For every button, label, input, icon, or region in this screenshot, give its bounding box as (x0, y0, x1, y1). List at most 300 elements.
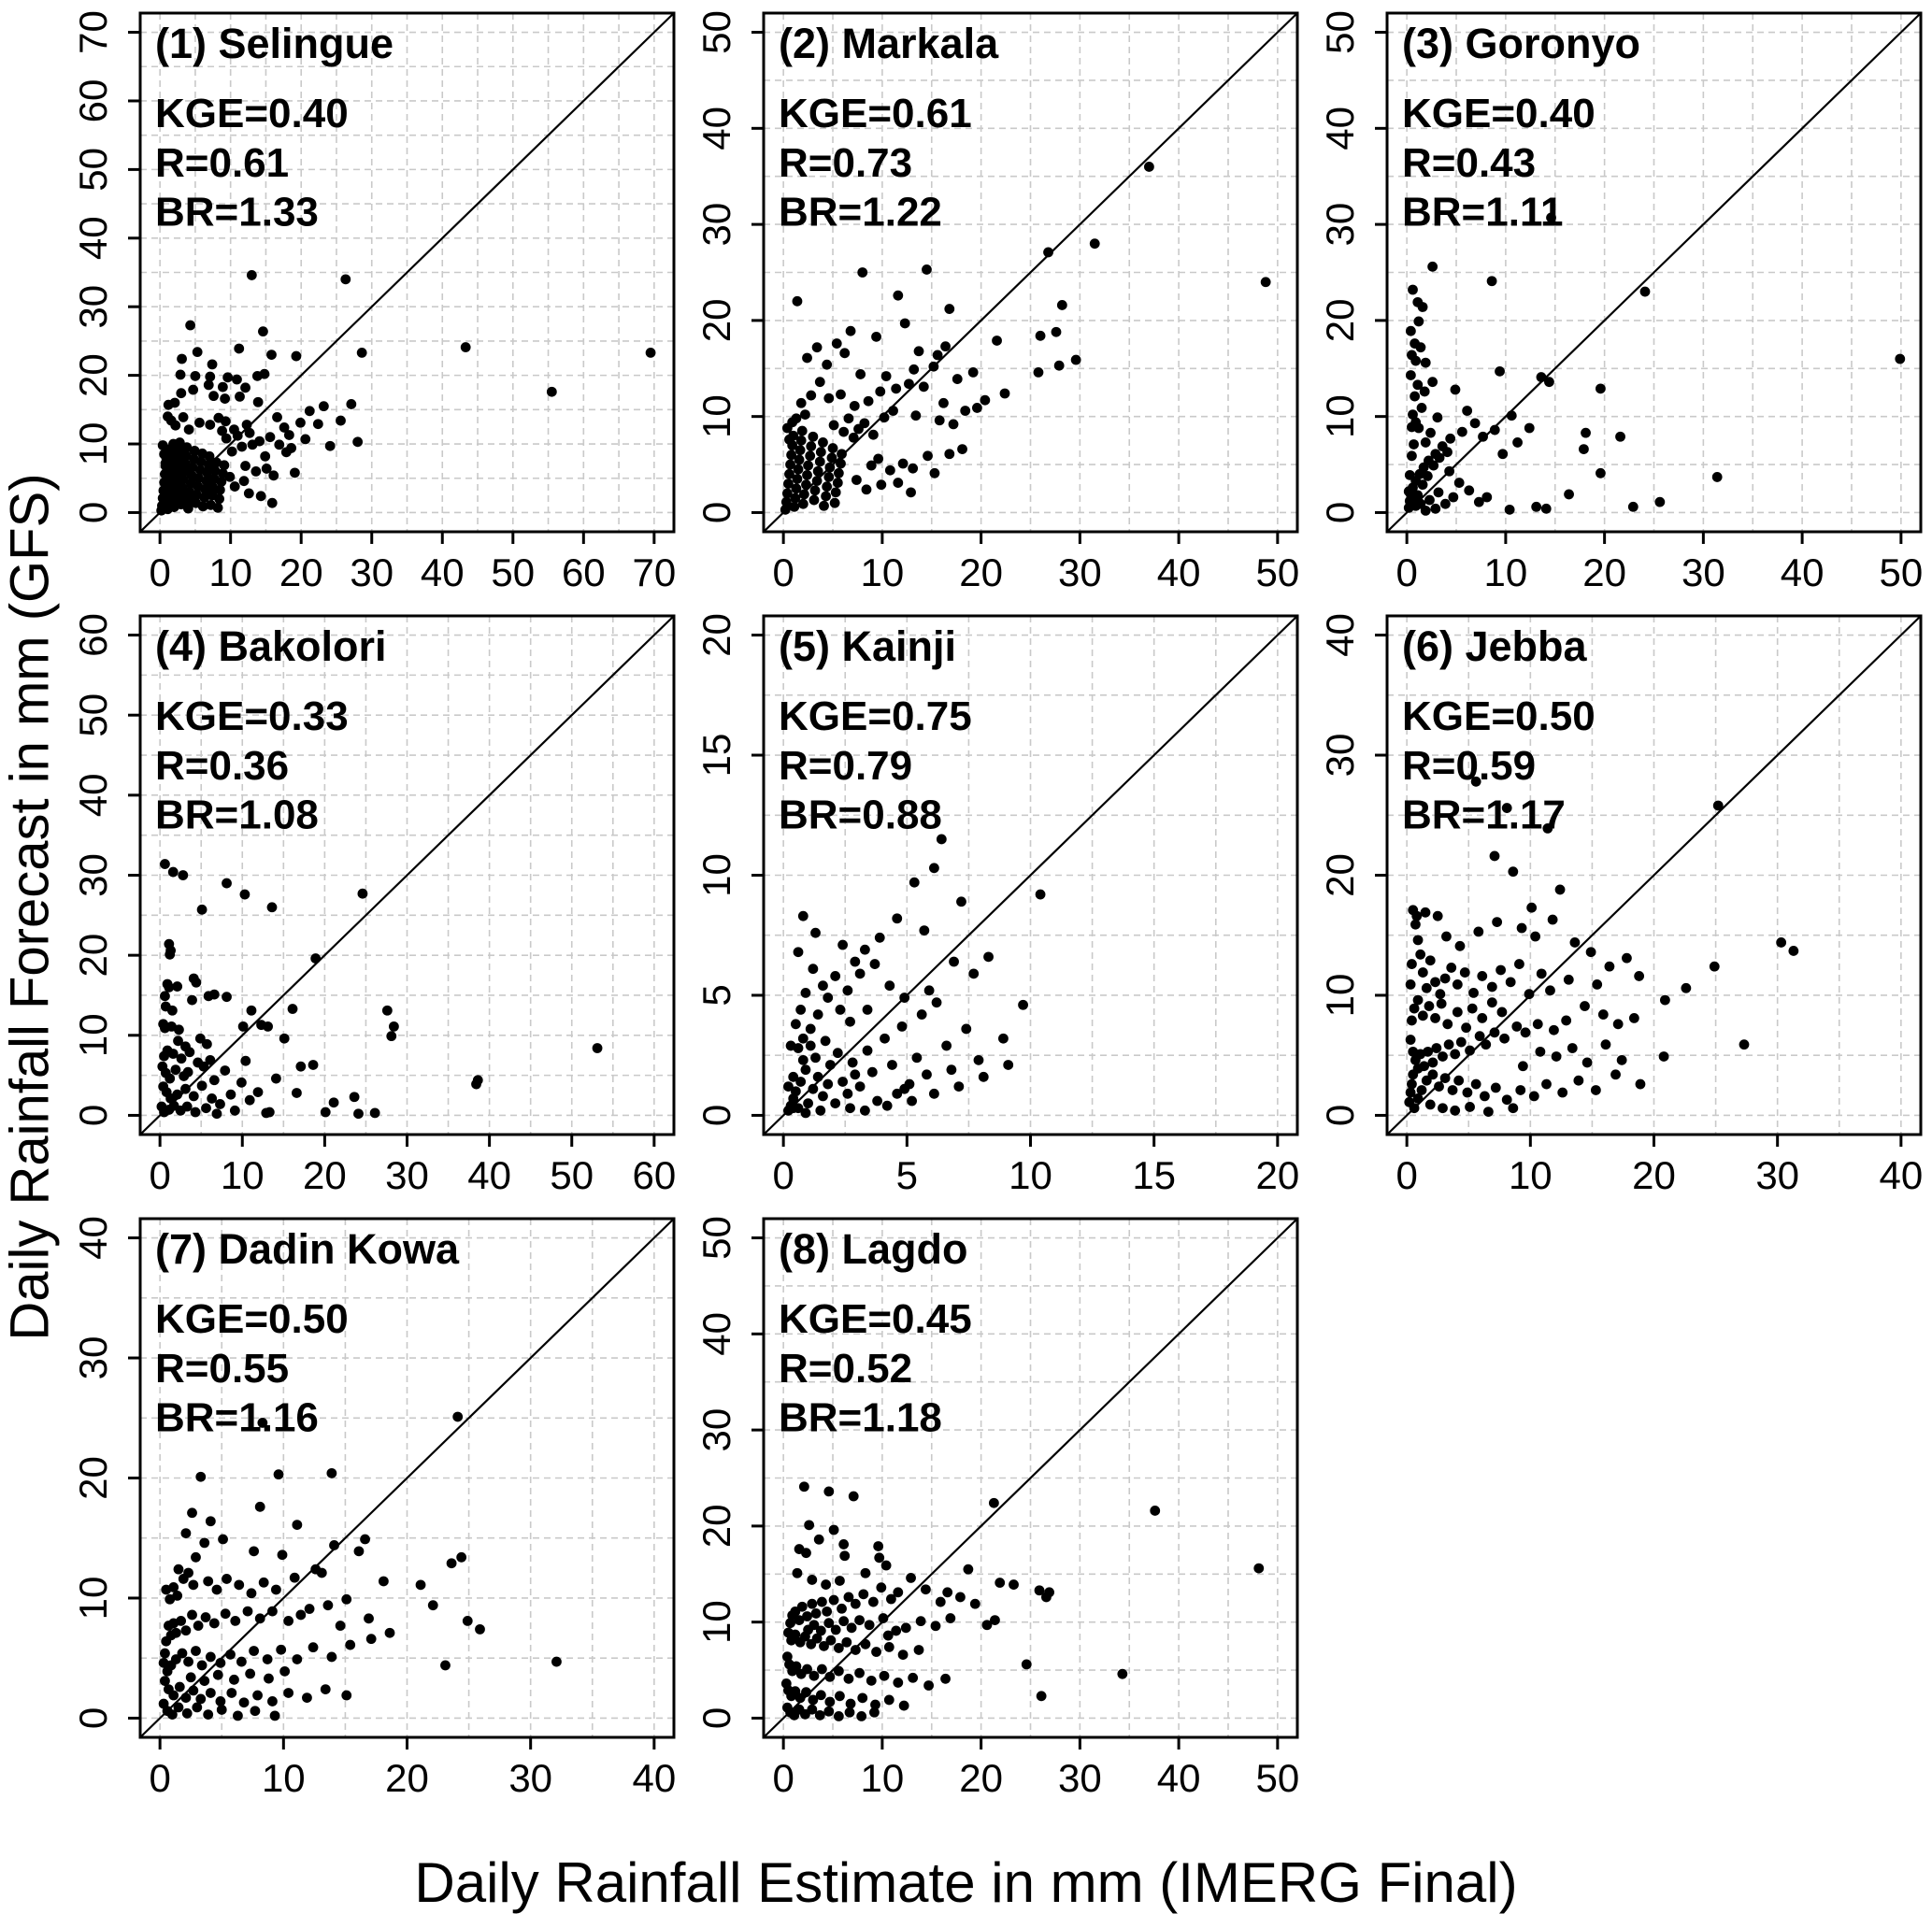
scatter-point (305, 406, 315, 416)
panel-selingue (60, 4, 683, 607)
scatter-point (961, 1024, 971, 1035)
scatter-point (995, 1578, 1005, 1588)
scatter-point (1499, 1034, 1510, 1044)
scatter-point (827, 452, 837, 463)
scatter-point (1450, 1050, 1460, 1060)
scatter-point (1545, 985, 1555, 995)
x-tick-label: 0 (772, 550, 794, 594)
scatter-point (416, 1579, 426, 1590)
scatter-point (1492, 917, 1502, 927)
scatter-point (1406, 1035, 1416, 1045)
scatter-point (290, 467, 300, 478)
scatter-point (336, 416, 346, 426)
scatter-point (839, 348, 850, 358)
scatter-point (1712, 472, 1723, 482)
scatter-point (798, 1055, 809, 1065)
scatter-point (236, 1657, 247, 1667)
scatter-point (1413, 935, 1424, 945)
scatter-point (177, 1053, 187, 1064)
scatter-point (206, 1652, 216, 1663)
scatter-point (159, 1051, 169, 1062)
y-tick-label: 30 (71, 853, 115, 897)
scatter-point (193, 1621, 204, 1631)
scatter-point (874, 1552, 884, 1563)
scatter-point (1629, 1013, 1639, 1023)
stat-line: BR=1.08 (155, 792, 319, 838)
scatter-point (341, 1691, 351, 1701)
scatter-point (899, 993, 909, 1003)
x-tick-label: 0 (149, 1756, 171, 1800)
scatter-point (382, 1006, 393, 1016)
scatter-point (1018, 1000, 1028, 1010)
scatter-point (188, 1685, 198, 1695)
scatter-point (906, 1573, 916, 1583)
y-tick-label: 20 (694, 1504, 738, 1549)
scatter-point (802, 353, 812, 364)
y-tick-label: 40 (1318, 106, 1362, 150)
scatter-point (868, 430, 879, 440)
scatter-point (1000, 389, 1010, 399)
scatter-point (329, 1097, 339, 1107)
scatter-point (1117, 1669, 1127, 1679)
scatter-point (1428, 1069, 1438, 1079)
scatter-point (447, 1558, 457, 1568)
scatter-point (187, 1610, 197, 1621)
scatter-point (850, 401, 860, 411)
scatter-point (1467, 1004, 1478, 1014)
scatter-point (850, 957, 860, 967)
stat-line: R=0.79 (779, 742, 913, 789)
scatter-point (1420, 387, 1430, 397)
scatter-point (1453, 1076, 1464, 1086)
scatter-point (1654, 497, 1665, 507)
x-tick-label: 0 (772, 1153, 794, 1197)
scatter-point (313, 419, 323, 429)
scatter-point (855, 369, 866, 379)
scatter-point (796, 398, 807, 408)
scatter-point (860, 945, 870, 955)
scatter-point (263, 1654, 273, 1664)
scatter-point (823, 1618, 834, 1628)
scatter-point (192, 1702, 202, 1712)
scatter-point (811, 1608, 822, 1619)
scatter-point (1003, 1060, 1013, 1070)
scatter-point (1529, 1091, 1539, 1101)
x-tick-label: 50 (1255, 1756, 1300, 1800)
scatter-point (239, 476, 250, 486)
scatter-point (823, 993, 833, 1003)
scatter-point (240, 461, 250, 471)
scatter-point (1478, 432, 1488, 442)
scatter-point (904, 378, 914, 389)
x-tick-label: 20 (1582, 550, 1626, 594)
scatter-point (475, 1624, 485, 1635)
scatter-point (813, 466, 823, 477)
scatter-point (1453, 979, 1463, 990)
stat-line: BR=1.18 (779, 1394, 942, 1441)
scatter-point (182, 1102, 193, 1112)
y-tick-label: 0 (694, 1707, 738, 1730)
x-tick-label: 20 (959, 1756, 1003, 1800)
x-tick-label: 30 (1682, 550, 1725, 594)
scatter-point (1586, 947, 1596, 957)
scatter-plot (60, 607, 683, 1209)
scatter-point (1776, 937, 1786, 948)
scatter-point (1598, 1009, 1609, 1020)
scatter-point (1634, 971, 1644, 981)
scatter-point (1573, 1076, 1583, 1086)
scatter-point (360, 1535, 370, 1545)
scatter-point (265, 432, 276, 442)
scatter-point (206, 1688, 216, 1698)
scatter-point (824, 463, 835, 473)
stat-line: R=0.73 (779, 139, 913, 186)
scatter-point (310, 953, 321, 964)
scatter-point (1592, 979, 1602, 990)
panel-title: (4) Bakolori (155, 622, 387, 670)
scatter-point (801, 1064, 811, 1075)
scatter-point (979, 1072, 989, 1082)
scatter-point (295, 1610, 306, 1621)
scatter-point (899, 1084, 909, 1094)
scatter-point (956, 896, 966, 907)
scatter-point (1430, 504, 1440, 514)
scatter-point (1596, 383, 1606, 393)
scatter-point (233, 1710, 243, 1721)
scatter-point (181, 1528, 192, 1538)
scatter-point (957, 444, 967, 454)
scatter-point (1409, 439, 1419, 450)
scatter-point (1425, 428, 1436, 438)
x-tick-label: 20 (385, 1756, 429, 1800)
scatter-point (1544, 377, 1554, 387)
scatter-point (842, 985, 852, 995)
scatter-point (931, 1621, 941, 1631)
scatter-point (183, 1067, 193, 1078)
y-tick-label: 20 (1318, 853, 1362, 897)
scatter-point (855, 1081, 866, 1092)
scatter-point (791, 413, 801, 423)
scatter-point (267, 1607, 278, 1617)
scatter-point (1425, 955, 1436, 965)
panel-bakolori (60, 607, 683, 1209)
scatter-point (1713, 801, 1724, 811)
scatter-point (824, 1697, 835, 1707)
scatter-point (189, 1091, 199, 1101)
scatter-point (944, 304, 954, 314)
x-tick-label: 50 (550, 1153, 594, 1197)
scatter-point (803, 461, 813, 471)
scatter-point (806, 391, 816, 401)
scatter-point (172, 1591, 182, 1601)
scatter-point (1422, 983, 1432, 993)
scatter-point (207, 1093, 217, 1104)
scatter-point (281, 447, 292, 457)
x-tick-label: 50 (491, 550, 536, 594)
scatter-point (325, 441, 336, 451)
scatter-point (897, 1021, 908, 1032)
scatter-point (1434, 487, 1444, 497)
y-tick-label: 10 (1318, 394, 1362, 439)
panel-markala (683, 4, 1307, 607)
scatter-point (221, 1608, 231, 1619)
scatter-point (292, 1520, 302, 1530)
scatter-point (1465, 1102, 1475, 1112)
y-tick-label: 0 (694, 501, 738, 524)
scatter-point (295, 418, 306, 428)
scatter-point (808, 964, 818, 974)
scatter-point (919, 925, 929, 935)
scatter-point (1610, 1069, 1621, 1079)
scatter-point (813, 1009, 823, 1020)
scatter-point (847, 1622, 857, 1633)
scatter-point (1454, 478, 1465, 488)
scatter-point (804, 1520, 814, 1530)
scatter-point (159, 450, 169, 460)
x-tick-label: 10 (1009, 1153, 1052, 1197)
scatter-point (823, 1079, 833, 1090)
scatter-point (831, 487, 841, 497)
scatter-point (1524, 989, 1535, 999)
scatter-point (850, 1069, 860, 1079)
scatter-point (1150, 1506, 1160, 1516)
stat-line: BR=1.33 (155, 189, 319, 236)
scatter-point (788, 1103, 798, 1113)
x-tick-label: 10 (208, 550, 253, 594)
scatter-point (1640, 287, 1651, 297)
scatter-point (917, 1009, 927, 1020)
scatter-point (945, 1613, 955, 1623)
scatter-point (796, 436, 807, 446)
scatter-point (358, 889, 368, 899)
scatter-point (813, 1072, 823, 1082)
y-axis-title-text: Daily Rainfall Forecast in mm (GFS) (0, 473, 61, 1341)
scatter-point (803, 1624, 813, 1635)
scatter-point (865, 1620, 875, 1630)
scatter-point (1628, 502, 1639, 512)
scatter-plot (60, 4, 683, 607)
scatter-point (873, 1541, 883, 1551)
scatter-point (547, 387, 557, 397)
y-tick-label: 20 (694, 613, 738, 657)
scatter-point (180, 1084, 191, 1094)
scatter-point (1407, 422, 1417, 433)
scatter-point (222, 1574, 232, 1584)
scatter-point (326, 1468, 336, 1478)
panel-title: (7) Dadin Kowa (155, 1225, 460, 1273)
scatter-point (222, 878, 232, 889)
scatter-point (801, 1107, 811, 1118)
scatter-point (352, 436, 363, 447)
scatter-point (803, 1098, 813, 1108)
scatter-point (1424, 495, 1435, 506)
stat-line: R=0.43 (1402, 139, 1537, 186)
scatter-point (1497, 449, 1508, 459)
scatter-point (833, 1048, 843, 1058)
scatter-point (893, 1678, 903, 1688)
scatter-point (245, 428, 255, 438)
x-tick-label: 20 (303, 1153, 347, 1197)
scatter-point (1144, 162, 1154, 172)
scatter-point (1416, 499, 1426, 509)
scatter-point (963, 1564, 973, 1575)
x-tick-label: 10 (1483, 550, 1528, 594)
scatter-point (1410, 356, 1421, 366)
scatter-point (828, 443, 838, 453)
scatter-point (837, 940, 848, 950)
scatter-point (989, 1498, 999, 1508)
scatter-point (221, 416, 231, 426)
scatter-point (214, 493, 224, 504)
scatter-point (218, 1535, 228, 1545)
scatter-point (836, 459, 846, 469)
scatter-point (1417, 1085, 1427, 1095)
scatter-point (944, 449, 954, 459)
x-tick-label: 10 (1508, 1153, 1553, 1197)
scatter-point (1413, 995, 1424, 1006)
scatter-point (1464, 485, 1474, 495)
scatter-point (1463, 1088, 1473, 1098)
scatter-point (955, 1592, 966, 1603)
scatter-point (822, 481, 832, 492)
y-tick-label: 40 (694, 106, 738, 150)
scatter-point (1511, 1021, 1522, 1032)
scatter-point (1037, 1691, 1047, 1701)
scatter-point (908, 1673, 918, 1683)
scatter-point (784, 435, 794, 445)
scatter-point (182, 1708, 193, 1719)
scatter-point (174, 1702, 184, 1712)
scatter-point (193, 347, 203, 357)
x-tick-label: 0 (149, 1153, 171, 1197)
scatter-point (815, 1106, 825, 1116)
scatter-point (836, 390, 846, 400)
scatter-point (1526, 903, 1537, 913)
scatter-point (1430, 1013, 1440, 1023)
stat-line: KGE=0.40 (155, 91, 349, 137)
scatter-point (1596, 468, 1606, 478)
scatter-point (247, 1006, 257, 1016)
scatter-point (849, 1492, 859, 1502)
scatter-point (290, 1573, 300, 1583)
scatter-point (857, 1692, 867, 1703)
scatter-point (795, 1005, 806, 1015)
scatter-point (1622, 953, 1632, 964)
scatter-point (786, 1041, 796, 1051)
scatter-point (805, 450, 815, 461)
scatter-point (883, 1631, 894, 1641)
scatter-point (283, 1688, 293, 1698)
scatter-point (854, 1615, 865, 1625)
scatter-point (199, 1537, 209, 1548)
scatter-plot (60, 1209, 683, 1812)
scatter-point (1681, 983, 1691, 993)
scatter-point (794, 947, 804, 957)
scatter-point (807, 1575, 817, 1585)
scatter-point (236, 1078, 247, 1088)
scatter-point (1739, 1039, 1750, 1050)
scatter-point (801, 1548, 811, 1558)
scatter-point (1090, 238, 1100, 249)
scatter-point (165, 950, 175, 960)
scatter-point (244, 488, 254, 498)
scatter-point (176, 369, 186, 379)
scatter-point (795, 445, 806, 455)
empty-cell (1307, 1209, 1930, 1812)
y-tick-label: 30 (71, 1335, 115, 1380)
scatter-point (1477, 1013, 1487, 1023)
scatter-point (861, 1568, 871, 1578)
x-tick-label: 20 (1255, 1153, 1300, 1197)
x-tick-label: 30 (350, 550, 394, 594)
stat-line: KGE=0.45 (779, 1296, 972, 1343)
scatter-point (822, 1607, 832, 1617)
scatter-point (1427, 262, 1438, 272)
y-tick-label: 0 (71, 1104, 115, 1127)
scatter-point (1487, 982, 1497, 993)
scatter-point (845, 1103, 855, 1113)
scatter-point (914, 1645, 924, 1655)
scatter-point (942, 1587, 952, 1597)
scatter-point (226, 1090, 236, 1100)
scatter-point (238, 1021, 249, 1032)
scatter-point (1438, 1103, 1448, 1113)
scatter-point (873, 453, 883, 464)
scatter-point (923, 1680, 934, 1691)
scatter-point (798, 911, 809, 921)
scatter-point (226, 1688, 236, 1698)
scatter-point (219, 460, 229, 470)
scatter-point (1451, 384, 1461, 394)
y-tick-label: 30 (1318, 202, 1362, 247)
x-tick-label: 5 (895, 1153, 919, 1197)
scatter-point (161, 1636, 171, 1647)
panel-kainji (683, 607, 1307, 1209)
scatter-point (1418, 967, 1428, 978)
scatter-point (188, 385, 198, 395)
scatter-point (891, 383, 901, 393)
scatter-point (255, 1613, 265, 1623)
scatter-point (295, 1062, 306, 1072)
scatter-point (230, 481, 240, 492)
scatter-point (646, 348, 656, 358)
scatter-point (1424, 1001, 1435, 1011)
scatter-point (217, 1705, 227, 1715)
scatter-point (1450, 1106, 1460, 1116)
scatter-point (1442, 1019, 1453, 1029)
x-tick-label: 40 (467, 1153, 511, 1197)
scatter-point (1605, 962, 1615, 972)
scatter-point (1054, 361, 1065, 371)
scatter-point (336, 1621, 346, 1631)
scatter-point (899, 1701, 909, 1711)
panel-title: (8) Lagdo (779, 1225, 968, 1273)
scatter-point (258, 326, 268, 336)
scatter-point (1428, 1058, 1438, 1068)
scatter-point (1581, 428, 1591, 438)
scatter-point (260, 369, 270, 379)
scatter-plot (683, 607, 1307, 1209)
scatter-point (1555, 885, 1566, 895)
x-tick-label: 10 (860, 550, 905, 594)
scatter-point (867, 1067, 878, 1078)
stat-line: BR=1.17 (1402, 792, 1566, 838)
scatter-point (1541, 504, 1552, 514)
scatter-point (1410, 1103, 1420, 1113)
scatter-point (1480, 1091, 1490, 1101)
scatter-point (1591, 1085, 1601, 1095)
scatter-point (838, 427, 849, 437)
